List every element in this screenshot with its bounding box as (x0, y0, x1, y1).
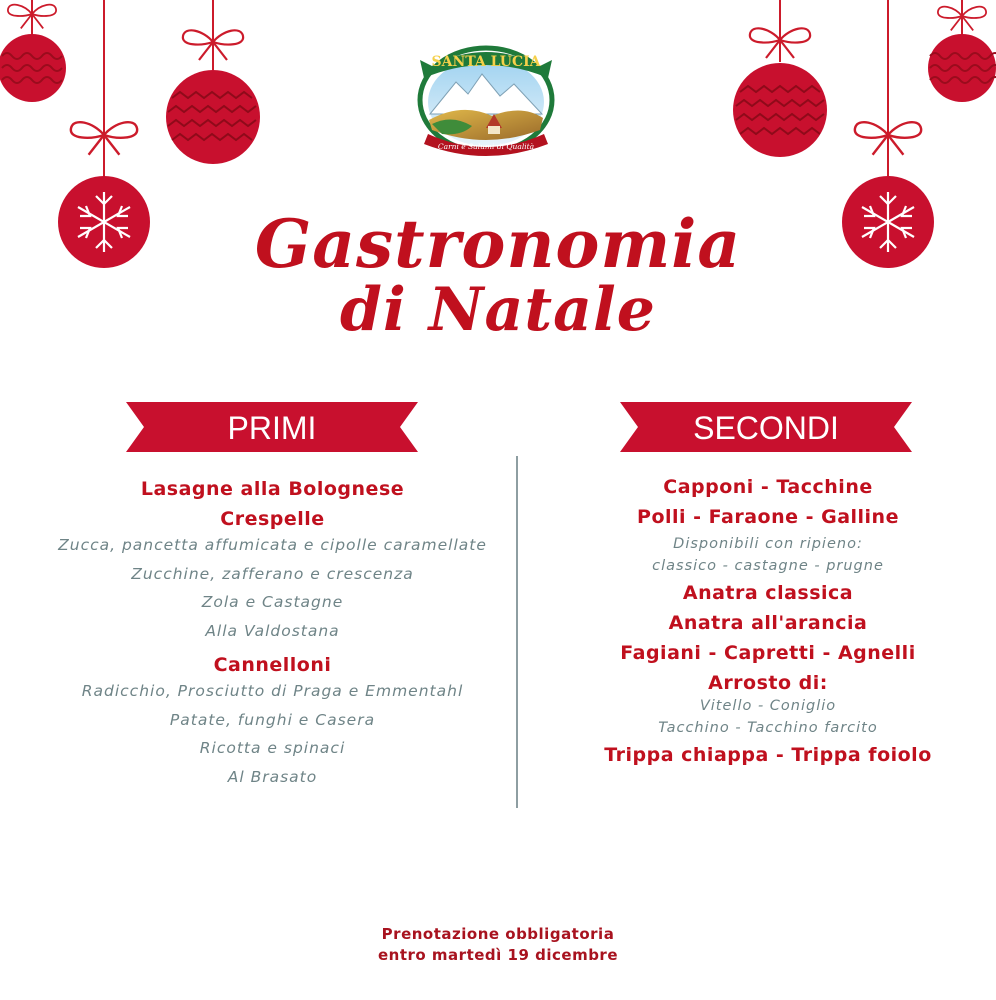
svg-text:Carni e Salumi di Qualità: Carni e Salumi di Qualità (437, 142, 535, 151)
menu-variant: Radicchio, Prosciutto di Praga e Emmentahl (81, 682, 464, 700)
ornament-left-wavy (166, 0, 260, 164)
primi-heading: PRIMI (227, 410, 317, 446)
ornament-right-small (928, 0, 996, 102)
menu-variant: Al Brasato (227, 768, 318, 786)
menu-item: Anatra classica (682, 582, 854, 604)
menu-item: Anatra all'arancia (668, 612, 868, 634)
menu-item: Crespelle (220, 508, 325, 530)
ornament-right-wavy (733, 0, 827, 157)
menu-variant: classico - castagne - prugne (652, 558, 884, 574)
menu-item: Capponi - Tacchine (663, 476, 873, 498)
menu-item: Lasagne alla Bolognese (140, 478, 405, 500)
menu-item: Arrosto di: (708, 672, 828, 694)
menu-variant: Ricotta e spinaci (199, 739, 346, 757)
primi-list (40, 478, 505, 796)
menu-item: Trippa chiappa - Trippa foiolo (604, 744, 932, 766)
menu-item: Polli - Faraone - Galline (637, 506, 899, 528)
menu-variant: Zucca, pancetta affumicata e cipolle caramellate (58, 536, 487, 554)
menu-variant: Patate, funghi e Casera (169, 711, 376, 729)
menu-variant: Disponibili con ripieno: (673, 536, 863, 552)
reservation-line1: Prenotazione obbligatoria (381, 925, 615, 943)
page-title-line1: Gastronomia (254, 205, 742, 283)
reservation-line2: entro martedì 19 dicembre (377, 946, 619, 964)
santa-lucia-logo (402, 30, 570, 158)
reservation-note (0, 924, 996, 966)
secondi-list (528, 476, 996, 774)
menu-variant: Alla Valdostana (205, 622, 340, 640)
menu-variant: Tacchino - Tacchino farcito (658, 720, 878, 736)
menu-variant: Zola e Castagne (201, 593, 344, 611)
menu-item: Cannelloni (213, 654, 332, 676)
menu-variant: Vitello - Coniglio (699, 698, 837, 714)
ornament-left-small (0, 0, 66, 102)
page-title-line2: di Natale (340, 275, 656, 345)
menu-variant: Zucchine, zafferano e crescenza (131, 565, 414, 583)
svg-text:SANTA LUCIA: SANTA LUCIA (431, 54, 541, 70)
secondi-heading: SECONDI (693, 410, 839, 446)
menu-item: Fagiani - Capretti - Agnelli (620, 642, 916, 664)
column-divider (516, 456, 518, 808)
